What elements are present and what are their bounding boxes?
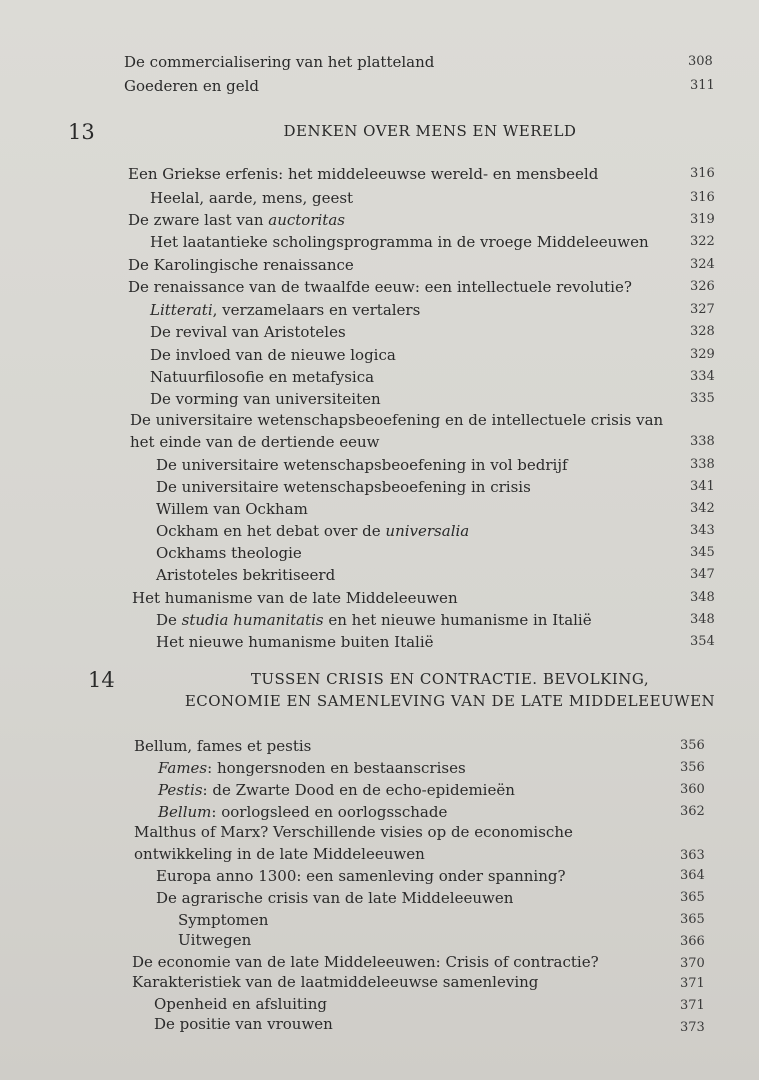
toc-entry: De renaissance van de twaalfde eeuw: een intellectuele revolutie?	[128, 278, 632, 296]
toc-entry: Karakteristiek van de laatmiddeleeuwse samenleving	[132, 973, 539, 991]
page-number: 328	[690, 324, 715, 339]
toc-entry: Aristoteles bekritiseerd	[156, 566, 336, 584]
toc-entry: Ockham en het debat over de universalia	[156, 522, 470, 540]
page-number: 334	[690, 369, 715, 384]
toc-entry: De commercialisering van het platteland	[124, 53, 435, 71]
page-number: 364	[680, 868, 705, 883]
toc-entry: Het humanisme van de late Middeleeuwen	[132, 589, 458, 607]
page-number: 343	[690, 523, 715, 538]
page-number: 347	[690, 567, 715, 582]
page-number: 338	[690, 457, 715, 472]
toc-entry: Ockhams theologie	[156, 544, 302, 562]
toc-entry: De Karolingische renaissance	[128, 256, 354, 274]
toc-entry: De zware last van auctoritas	[128, 211, 345, 229]
toc-entry: Een Griekse erfenis: het middeleeuwse wereld- en mensbeeld	[128, 165, 599, 183]
page-number: 354	[690, 634, 715, 649]
toc-entry: Goederen en geld	[124, 77, 260, 95]
toc-entry: Bellum, fames et pestis	[134, 737, 312, 755]
toc-entry: De economie van de late Middeleeuwen: Crisis of contractie?	[132, 953, 599, 971]
toc-entry: Europa anno 1300: een samenleving onder spanning?	[156, 867, 566, 885]
page-number: 341	[690, 479, 715, 494]
page-number: 348	[690, 590, 715, 605]
page-number: 366	[680, 934, 705, 949]
page-number: 319	[690, 212, 715, 227]
toc-entry: Bellum: oorlogsleed en oorlogsschade	[158, 803, 448, 821]
page-number: 371	[680, 998, 705, 1013]
page-number: 335	[690, 391, 715, 406]
toc-entry: De universitaire wetenschapsbeoefening en de intellectuele crisis van	[130, 411, 664, 429]
page-number: 356	[680, 738, 705, 753]
toc-entry: Het nieuwe humanisme buiten Italië	[156, 633, 434, 651]
page-number: 324	[690, 257, 715, 272]
toc-entry: Het laatantieke scholingsprogramma in de vroege Middeleeuwen	[150, 233, 649, 251]
page-number: 308	[688, 54, 713, 69]
toc-entry: De studia humanitatis en het nieuwe humanisme in Italië	[156, 611, 592, 629]
toc-entry: De positie van vrouwen	[154, 1015, 333, 1033]
toc-entry: Fames: hongersnoden en bestaanscrises	[158, 759, 466, 777]
page-number: 316	[690, 166, 715, 181]
page-number: 345	[690, 545, 715, 560]
page-number: 363	[680, 848, 705, 863]
toc-entry: De agrarische crisis van de late Middeleeuwen	[156, 889, 514, 907]
toc-entry: ontwikkeling in de late Middeleeuwen	[134, 845, 425, 863]
toc-entry: De vorming van universiteiten	[150, 390, 381, 408]
toc-entry: het einde van de dertiende eeuw	[130, 433, 380, 451]
chapter-title: DENKEN OVER MENS EN WERELD	[283, 122, 577, 140]
toc-entry: Heelal, aarde, mens, geest	[150, 189, 354, 207]
toc-entry: Natuurfilosofie en metafysica	[150, 368, 375, 386]
page-number: 316	[690, 190, 715, 205]
page-number: 356	[680, 760, 705, 775]
page-number: 365	[680, 912, 705, 927]
page-number: 338	[690, 434, 715, 449]
page-number: 342	[690, 501, 715, 516]
page-number: 371	[680, 976, 705, 991]
chapter-number: 13	[68, 120, 95, 144]
chapter-title-line-2: ECONOMIE EN SAMENLEVING VAN DE LATE MIDDELEEUWEN	[184, 692, 716, 710]
page-number: 326	[690, 279, 715, 294]
toc-entry: Symptomen	[178, 911, 269, 929]
page-number: 373	[680, 1020, 705, 1035]
toc-entry: Malthus of Marx? Verschillende visies op de economische	[134, 823, 573, 841]
page-number: 329	[690, 347, 715, 362]
toc-entry: Willem van Ockham	[156, 500, 308, 518]
toc-entry: De revival van Aristoteles	[150, 323, 346, 341]
toc-entry: Openheid en afsluiting	[154, 995, 327, 1013]
page-number: 360	[680, 782, 705, 797]
toc-entry: De invloed van de nieuwe logica	[150, 346, 396, 364]
page-number: 370	[680, 956, 705, 971]
toc-entry: Uitwegen	[178, 931, 252, 949]
toc-entry: De universitaire wetenschapsbeoefening in crisis	[156, 478, 531, 496]
toc-entry: De universitaire wetenschapsbeoefening in vol bedrijf	[156, 456, 568, 474]
toc-entry: Pestis: de Zwarte Dood en de echo-epidemieën	[158, 781, 515, 799]
toc-entry: Litterati, verzamelaars en vertalers	[150, 301, 421, 319]
page-number: 365	[680, 890, 705, 905]
chapter-title-line-1: TUSSEN CRISIS EN CONTRACTIE. BEVOLKING,	[250, 670, 650, 688]
page-number: 348	[690, 612, 715, 627]
page-number: 327	[690, 302, 715, 317]
chapter-number: 14	[88, 668, 115, 692]
page-number: 322	[690, 234, 715, 249]
page-number: 362	[680, 804, 705, 819]
page-number: 311	[690, 78, 715, 93]
